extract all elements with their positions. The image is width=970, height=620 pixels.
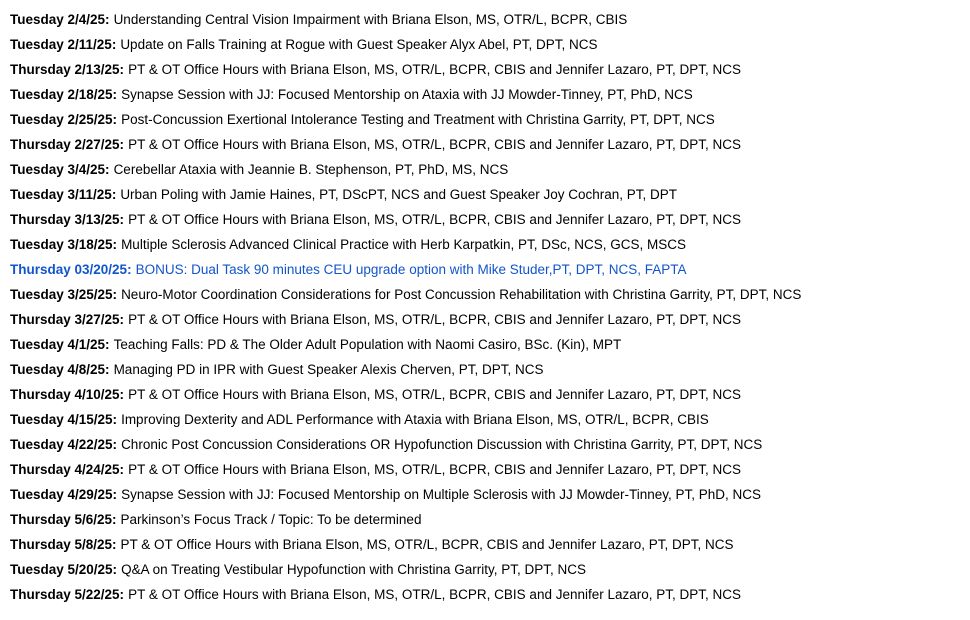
schedule-line bbox=[10, 32, 964, 57]
event-date: Thursday 5/6/25: bbox=[10, 512, 117, 527]
event-date: Tuesday 4/29/25: bbox=[10, 487, 118, 502]
schedule-line bbox=[10, 157, 964, 182]
schedule-line bbox=[10, 557, 964, 582]
event-date: Tuesday 2/4/25: bbox=[10, 12, 110, 27]
schedule-line bbox=[10, 507, 964, 532]
event-date: Tuesday 3/18/25: bbox=[10, 237, 118, 252]
schedule-line bbox=[10, 82, 964, 107]
event-date: Tuesday 2/25/25: bbox=[10, 112, 118, 127]
event-description: PT & OT Office Hours with Briana Elson, MS, OTR/L, BCPR, CBIS and Jennifer Lazaro, PT, DPT, NCS bbox=[120, 537, 734, 552]
schedule-line bbox=[10, 232, 964, 257]
schedule-line bbox=[10, 357, 964, 382]
event-date: Tuesday 2/18/25: bbox=[10, 87, 118, 102]
schedule-line bbox=[10, 57, 964, 82]
bonus-link-line[interactable] bbox=[10, 257, 964, 282]
event-description: Post-Concussion Exertional Intolerance Testing and Treatment with Christina Garrity, PT, DPT, NCS bbox=[121, 112, 715, 127]
event-description: PT & OT Office Hours with Briana Elson, MS, OTR/L, BCPR, CBIS and Jennifer Lazaro, PT, DPT, NCS bbox=[128, 387, 742, 402]
event-description: Urban Poling with Jamie Haines, PT, DScPT, NCS and Guest Speaker Joy Cochran, PT, DPT bbox=[120, 187, 678, 202]
event-date: Thursday 4/24/25: bbox=[10, 462, 125, 477]
schedule-line bbox=[10, 7, 964, 32]
event-date: Tuesday 4/8/25: bbox=[10, 362, 110, 377]
event-date: Thursday 3/27/25: bbox=[10, 312, 125, 327]
event-description: Managing PD in IPR with Guest Speaker Alexis Cherven, PT, DPT, NCS bbox=[113, 362, 544, 377]
event-date: Thursday 5/8/25: bbox=[10, 537, 117, 552]
schedule-line bbox=[10, 432, 964, 457]
event-description: Neuro-Motor Coordination Considerations for Post Concussion Rehabilitation with Christina Garrity, PT, DPT, NCS bbox=[121, 287, 802, 302]
schedule-line bbox=[10, 207, 964, 232]
event-date: Tuesday 4/15/25: bbox=[10, 412, 118, 427]
event-description: PT & OT Office Hours with Briana Elson, MS, OTR/L, BCPR, CBIS and Jennifer Lazaro, PT, DPT, NCS bbox=[128, 62, 742, 77]
event-date: Thursday 2/13/25: bbox=[10, 62, 125, 77]
event-description: Chronic Post Concussion Considerations OR Hypofunction Discussion with Christina Garrity, PT, DPT, NCS bbox=[121, 437, 763, 452]
event-date: Tuesday 3/4/25: bbox=[10, 162, 110, 177]
schedule-line bbox=[10, 332, 964, 357]
event-description: Synapse Session with JJ: Focused Mentorship on Multiple Sclerosis with JJ Mowder-Tinney, PT, PhD, NCS bbox=[121, 487, 762, 502]
schedule-line bbox=[10, 307, 964, 332]
event-description: PT & OT Office Hours with Briana Elson, MS, OTR/L, BCPR, CBIS and Jennifer Lazaro, PT, DPT, NCS bbox=[128, 212, 742, 227]
event-description: Update on Falls Training at Rogue with Guest Speaker Alyx Abel, PT, DPT, NCS bbox=[120, 37, 598, 52]
event-description: Multiple Sclerosis Advanced Clinical Practice with Herb Karpatkin, PT, DSc, NCS, GCS, MSCS bbox=[121, 237, 687, 252]
schedule-line bbox=[10, 532, 964, 557]
event-date: Tuesday 2/11/25: bbox=[10, 37, 117, 52]
schedule-line bbox=[10, 407, 964, 432]
schedule-line bbox=[10, 282, 964, 307]
event-description: Cerebellar Ataxia with Jeannie B. Stephenson, PT, PhD, MS, NCS bbox=[113, 162, 509, 177]
event-date: Thursday 2/27/25: bbox=[10, 137, 125, 152]
event-date: Tuesday 4/22/25: bbox=[10, 437, 118, 452]
event-date: Tuesday 3/11/25: bbox=[10, 187, 117, 202]
event-description: PT & OT Office Hours with Briana Elson, MS, OTR/L, BCPR, CBIS and Jennifer Lazaro, PT, DPT, NCS bbox=[128, 312, 742, 327]
event-date: Tuesday 3/25/25: bbox=[10, 287, 118, 302]
schedule-line bbox=[10, 382, 964, 407]
event-description: PT & OT Office Hours with Briana Elson, MS, OTR/L, BCPR, CBIS and Jennifer Lazaro, PT, DPT, NCS bbox=[128, 137, 742, 152]
schedule-list bbox=[10, 7, 964, 607]
event-description[interactable]: BONUS: Dual Task 90 minutes CEU upgrade option with Mike Studer,PT, DPT, NCS, FAPTA bbox=[135, 262, 687, 277]
event-date: Thursday 5/22/25: bbox=[10, 587, 125, 602]
schedule-line bbox=[10, 457, 964, 482]
event-date[interactable]: Thursday 03/20/25: bbox=[10, 262, 132, 277]
event-description: Parkinson’s Focus Track / Topic: To be determined bbox=[120, 512, 422, 527]
schedule-line bbox=[10, 107, 964, 132]
schedule-line bbox=[10, 132, 964, 157]
event-date: Thursday 4/10/25: bbox=[10, 387, 125, 402]
schedule-line bbox=[10, 582, 964, 607]
event-description: Q&A on Treating Vestibular Hypofunction with Christina Garrity, PT, DPT, NCS bbox=[121, 562, 587, 577]
event-date: Tuesday 5/20/25: bbox=[10, 562, 118, 577]
schedule-line bbox=[10, 182, 964, 207]
event-description: PT & OT Office Hours with Briana Elson, MS, OTR/L, BCPR, CBIS and Jennifer Lazaro, PT, DPT, NCS bbox=[128, 462, 742, 477]
event-date: Thursday 3/13/25: bbox=[10, 212, 125, 227]
event-date: Tuesday 4/1/25: bbox=[10, 337, 110, 352]
event-description: PT & OT Office Hours with Briana Elson, MS, OTR/L, BCPR, CBIS and Jennifer Lazaro, PT, DPT, NCS bbox=[128, 587, 742, 602]
schedule-line bbox=[10, 482, 964, 507]
event-description: Understanding Central Vision Impairment with Briana Elson, MS, OTR/L, BCPR, CBIS bbox=[113, 12, 628, 27]
event-description: Teaching Falls: PD & The Older Adult Population with Naomi Casiro, BSc. (Kin), MPT bbox=[113, 337, 622, 352]
event-description: Improving Dexterity and ADL Performance with Ataxia with Briana Elson, MS, OTR/L, BCPR, CBIS bbox=[121, 412, 709, 427]
event-description: Synapse Session with JJ: Focused Mentorship on Ataxia with JJ Mowder-Tinney, PT, PhD, NCS bbox=[121, 87, 693, 102]
